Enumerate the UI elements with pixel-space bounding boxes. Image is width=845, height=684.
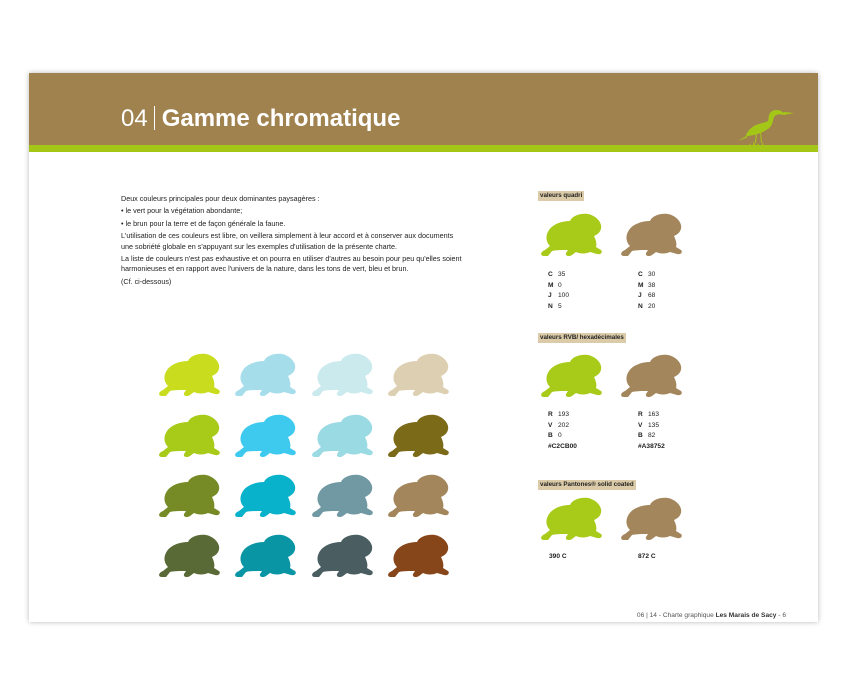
palette-swatch-frog (232, 473, 298, 519)
frog-icon (385, 473, 451, 519)
color-value-number: 163 (648, 411, 660, 418)
section-number: 04 (121, 105, 148, 132)
color-value-row (548, 302, 569, 313)
palette-swatch-frog (309, 352, 375, 398)
frog-swatch-rvb-brown (618, 353, 684, 399)
color-value-row (638, 281, 655, 292)
color-value-number: 193 (558, 411, 570, 418)
palette-swatch-frog (385, 352, 451, 398)
color-value-number: 35 (558, 271, 566, 278)
title-separator (154, 106, 155, 130)
rvb-label: valeurs RVB/ hexadécimales (540, 334, 624, 341)
frog-icon (232, 533, 298, 579)
palette-swatch-frog (232, 352, 298, 398)
color-value-number: 0 (558, 281, 562, 289)
color-value-row (638, 410, 665, 421)
frog-swatch-quadri-brown (618, 212, 684, 258)
frog-icon (309, 473, 375, 519)
page-header (29, 73, 818, 145)
color-value-row (548, 431, 577, 442)
color-value-number: 135 (648, 421, 660, 429)
section-title (121, 105, 400, 133)
section-name: Gamme chromatique (161, 105, 401, 132)
color-value-number: 30 (648, 271, 656, 278)
color-value-number: 20 (648, 302, 656, 310)
frog-icon (156, 533, 222, 579)
frog-icon (538, 212, 604, 258)
frog-icon (309, 352, 375, 398)
color-value-row (548, 410, 577, 421)
intro-text (121, 194, 466, 289)
palette-swatch-frog (156, 473, 222, 519)
frog-icon (309, 413, 375, 459)
color-value-number: 68 (648, 292, 656, 299)
footer-text: - Charte graphique (656, 612, 716, 619)
pantone-green-name: 390 C (549, 553, 567, 560)
frog-icon (618, 212, 684, 258)
color-value-row (638, 421, 665, 432)
color-value-row (638, 302, 655, 313)
frog-icon (156, 473, 222, 519)
palette-swatch-frog (385, 473, 451, 519)
color-value-key: J (548, 292, 552, 299)
frog-swatch-rvb-green (538, 353, 604, 399)
frog-icon (618, 496, 684, 542)
color-value-row (638, 270, 655, 281)
color-value-row (548, 421, 577, 432)
frog-icon (385, 413, 451, 459)
palette-swatch-frog (309, 533, 375, 579)
frog-icon (385, 352, 451, 398)
palette-swatch-frog (385, 413, 451, 459)
intro-paragraph: (Cf. ci-dessous) (121, 276, 172, 286)
color-value-row (548, 270, 569, 281)
color-value-number: 38 (648, 281, 656, 289)
color-value-key: C (548, 271, 553, 278)
color-value-key: C (638, 271, 643, 278)
frog-icon (232, 352, 298, 398)
green-accent-strip (29, 145, 818, 152)
frog-icon (618, 353, 684, 399)
quadri-brown-values (638, 270, 655, 312)
frog-icon (538, 496, 604, 542)
intro-bullet: • le vert pour la végétation abondante; (121, 206, 243, 216)
color-value-key: M (548, 281, 554, 289)
quadri-green-values (548, 270, 569, 312)
color-value-number: 100 (558, 292, 570, 299)
color-value-key: V (548, 421, 553, 429)
pantone-brown-name: 872 C (638, 553, 656, 560)
pantone-label: valeurs Pantones® solid coated (540, 481, 634, 488)
color-value-row (548, 291, 569, 302)
rvb-brown-values (638, 410, 665, 452)
color-value-key: B (548, 432, 553, 439)
heron-icon (736, 103, 794, 151)
intro-paragraph: Deux couleurs principales pour deux dominantes paysagères : (121, 194, 320, 203)
color-value-key: R (548, 411, 553, 418)
palette-swatch-frog (309, 413, 375, 459)
color-value-number: 0 (558, 432, 562, 439)
footer-brand: Les Marais de Sacy (715, 612, 777, 619)
color-value-key: J (638, 292, 642, 299)
color-value-key: B (638, 432, 643, 439)
palette-swatch-frog (156, 352, 222, 398)
quadri-label: valeurs quadri (540, 192, 583, 199)
footer-page-number: - 6 (776, 612, 786, 619)
frog-icon (385, 533, 451, 579)
color-value-number: 5 (558, 302, 562, 310)
palette-swatch-frog (156, 533, 222, 579)
rvb-brown-hex: #A38752 (638, 442, 665, 450)
color-value-key: V (638, 421, 643, 429)
color-value-key: N (638, 302, 643, 310)
color-value-number: 202 (558, 421, 570, 429)
intro-paragraph: La liste de couleurs n'est pas exhaustive et on pourra en utiliser d'autres au besoin pour peu qu'elles soient harmonieuses et en rapport avec l'univers de la nature, dans les tons de vert, bleu et brun. (121, 254, 462, 274)
palette-swatch-frog (309, 473, 375, 519)
color-value-key: N (548, 302, 553, 310)
frog-icon (232, 473, 298, 519)
frog-icon (156, 413, 222, 459)
frog-swatch-quadri-green (538, 212, 604, 258)
frog-swatch-pantone-brown (618, 496, 684, 542)
color-value-number: 82 (648, 432, 656, 439)
palette-swatch-frog (156, 413, 222, 459)
frog-icon (538, 353, 604, 399)
color-value-row (638, 431, 665, 442)
frog-icon (309, 533, 375, 579)
frog-icon (156, 352, 222, 398)
color-value-key: R (638, 411, 643, 418)
palette-swatch-frog (232, 533, 298, 579)
color-value-row (548, 281, 569, 292)
frog-swatch-pantone-green (538, 496, 604, 542)
color-value-row (638, 291, 655, 302)
rvb-green-hex: #C2CB00 (548, 442, 577, 450)
palette-swatch-frog (232, 413, 298, 459)
page-footer (637, 612, 786, 619)
rvb-green-values (548, 410, 577, 452)
brochure-page (29, 73, 818, 622)
intro-bullet: • le brun pour la terre et de façon générale la faune. (121, 218, 286, 228)
intro-paragraph: L'utilisation de ces couleurs est libre, on veillera simplement à leur accord et à conserver aux documents une sobriété globale en s'appuyant sur les exemples d'utilisation de la présente charte. (121, 231, 454, 251)
palette-swatch-frog (385, 533, 451, 579)
frog-icon (232, 413, 298, 459)
color-value-key: M (638, 281, 644, 289)
footer-page-range: 06 | 14 (636, 612, 657, 619)
